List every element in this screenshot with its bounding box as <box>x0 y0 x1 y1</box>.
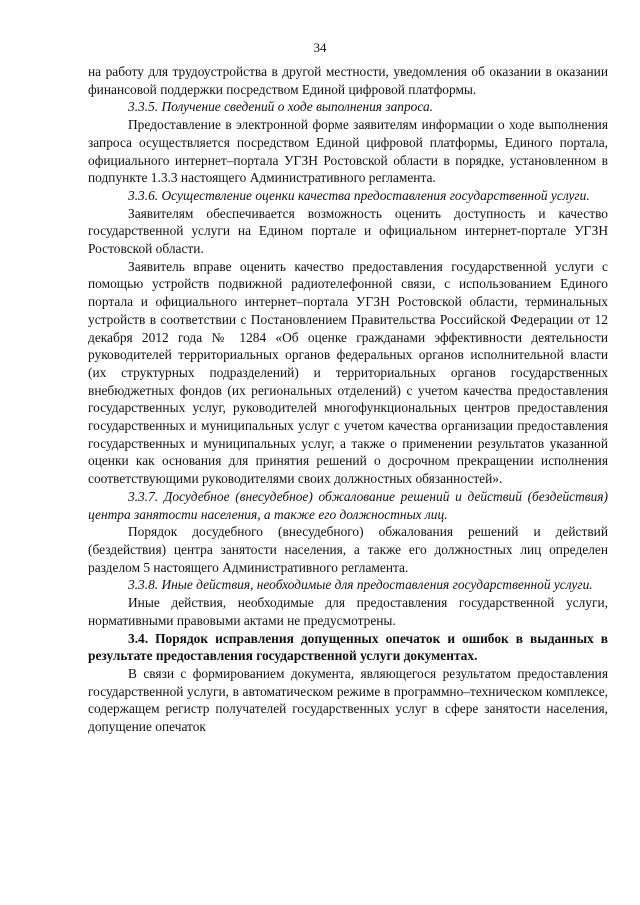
subsection-heading-3-3-7: 3.3.7. Досудебное (внесудебное) обжалование решений и действий (бездействия) центра занятости населения, а также его должностных лиц. <box>88 488 608 522</box>
paragraph: Порядок досудебного (внесудебного) обжалования решений и действий (бездействия) центра занятости населения, а также его должностных лиц определен разделом 5 настоящего Административного регламента. <box>88 524 608 575</box>
paragraph: В связи с формированием документа, являющегося результатом предоставления государственной услуги, в автоматическом режиме в программно–техническом комплексе, содержащем регистр получателей государственных услуг в сфере занятости населения, допущение опечаток <box>88 665 608 735</box>
subsection-heading-3-3-6: 3.3.6. Осуществление оценки качества предоставления государственной услуги. <box>128 187 590 203</box>
paragraph: Заявителям обеспечивается возможность оценить доступность и качество государственной услуги на Едином портале и официальном интернет-портале УГЗН Ростовской области. <box>88 205 608 257</box>
subsection-heading-3-3-8: 3.3.8. Иные действия, необходимые для предоставления государственной услуги. <box>128 577 593 593</box>
paragraph: Иные действия, необходимые для предоставления государственной услуги, нормативными правовыми актами не предусмотрены. <box>88 595 608 628</box>
subsection-heading-3-3-5: 3.3.5. Получение сведений о ходе выполнения запроса. <box>128 99 434 115</box>
section-heading-3-4: 3.4. Порядок исправления допущенных опечаток и ошибок в выданных в результате предоставления государственной услуги документах. <box>88 630 608 664</box>
paragraph-continuation: на работу для трудоустройства в другой местности, уведомления об оказании в оказании финансовой поддержки посредством Единой цифровой платформы. <box>88 64 608 97</box>
page-number: 34 <box>313 40 327 55</box>
paragraph: Предоставление в электронной форме заявителям информации о ходе выполнения запроса осуществляется посредством Единой цифровой платформы, Единого портала, официального интернет–портала УГЗН Ростовской области в порядке, установленном в подпункте 1.3.3 настоящего Административного регламента. <box>88 117 608 186</box>
document-body <box>88 63 608 736</box>
paragraph: Заявитель вправе оценить качество предоставления государственной услуги с помощью устройств подвижной радиотелефонной связи, с использованием Единого портала и официального интернет–портала УГЗН Ростовской области, терминальных устройств в соответствии с Постановлением Правительства Российской Федерации от 12 декабря 2012 года № 1284 «Об оценке гражданами эффективности деятельности руководителей территориальных органов федеральных органов исполнительной власти (их структурных подразделений) и территориальных органов государственных внебюджетных фондов (их региональных отделений) с учетом качества предоставления государственных услуг, руководителей многофункциональных центров предоставления государственных и муниципальных услуг с учетом качества организации предоставления государственных и муниципальных услуг, а также о применении результатов указанной оценки как основания для принятия решений о досрочном прекращении исполнения соответствующими руководителями своих должностных обязанностей». <box>88 258 608 487</box>
